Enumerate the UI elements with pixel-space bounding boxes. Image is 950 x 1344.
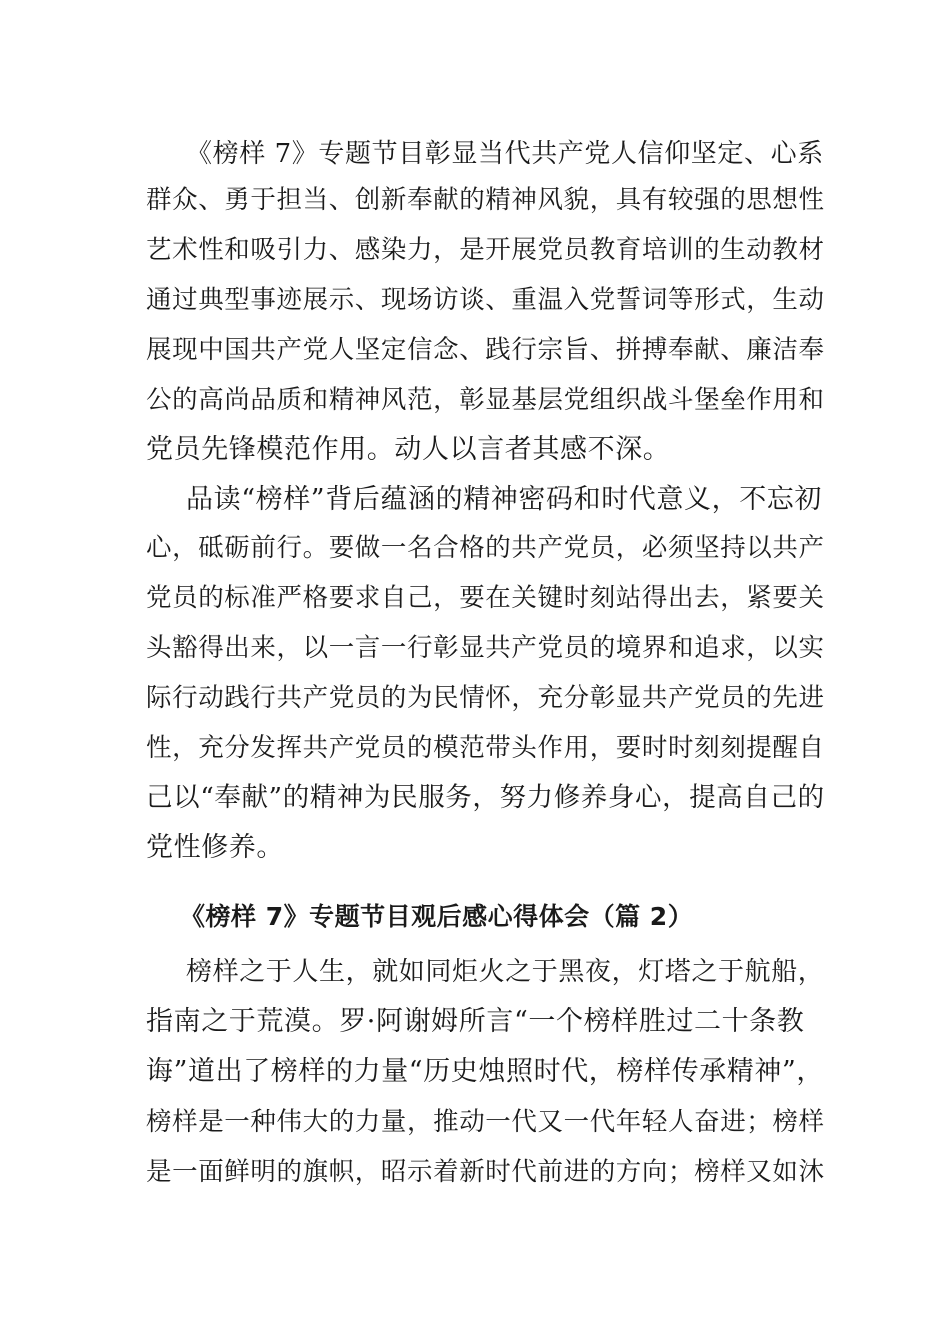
paragraph-1-line-6: 公的高尚品质和精神风范，彰显基层党组织战斗堡垒作用和 bbox=[146, 385, 825, 415]
paragraph-3-line-3: 诲”道出了榜样的力量“历史烛照时代，榜样传承精神”， bbox=[146, 1056, 825, 1087]
section-heading: 《榜样 7》专题节目观后感心得体会（篇 2） bbox=[180, 902, 694, 931]
paragraph-1-line-7: 党员先锋模范作用。动人以言者其感不深。 bbox=[146, 434, 671, 465]
paragraph-3-line-2: 指南之于荒漠。罗·阿谢姆所言“一个榜样胜过二十条教 bbox=[146, 1006, 805, 1037]
paragraph-1-line-2: 群众、勇于担当、创新奉献的精神风貌，具有较强的思想性 bbox=[146, 185, 825, 215]
paragraph-1-line-5: 展现中国共产党人坚定信念、践行宗旨、拼搏奉献、廉洁奉 bbox=[146, 335, 825, 365]
paragraph-2-line-8: 党性修养。 bbox=[146, 832, 284, 863]
paragraph-2-line-4: 头豁得出来，以一言一行彰显共产党员的境界和追求，以实 bbox=[146, 633, 825, 663]
paragraph-3-line-1: 榜样之于人生，就如同炬火之于黑夜，灯塔之于航船， bbox=[186, 957, 825, 987]
paragraph-3-line-5: 是一面鲜明的旗帜，昭示着新时代前进的方向；榜样又如沐 bbox=[146, 1157, 825, 1187]
paragraph-2-line-3: 党员的标准严格要求自己，要在关键时刻站得出去，紧要关 bbox=[146, 583, 825, 613]
paragraph-3-line-4: 榜样是一种伟大的力量，推动一代又一代年轻人奋进；榜样 bbox=[146, 1107, 825, 1137]
paragraph-2-line-5: 际行动践行共产党员的为民情怀，充分彰显共产党员的先进 bbox=[146, 683, 825, 713]
paragraph-1-line-1: 《榜样 7》专题节目彰显当代共产党人信仰坚定、心系 bbox=[186, 139, 824, 169]
paragraph-2-line-1: 品读“榜样”背后蕴涵的精神密码和时代意义，不忘初 bbox=[186, 484, 823, 515]
paragraph-2-line-2: 心，砥砺前行。要做一名合格的共产党员，必须坚持以共产 bbox=[146, 533, 825, 563]
paragraph-2-line-6: 性，充分发挥共产党员的模范带头作用，要时时刻刻提醒自 bbox=[146, 733, 825, 763]
paragraph-1-line-3: 艺术性和吸引力、感染力，是开展党员教育培训的生动教材 bbox=[146, 235, 825, 265]
paragraph-1-line-4: 通过典型事迹展示、现场访谈、重温入党誓词等形式，生动 bbox=[146, 285, 825, 315]
paragraph-2-line-7: 己以“奉献”的精神为民服务，努力修养身心，提高自己的 bbox=[146, 782, 825, 813]
